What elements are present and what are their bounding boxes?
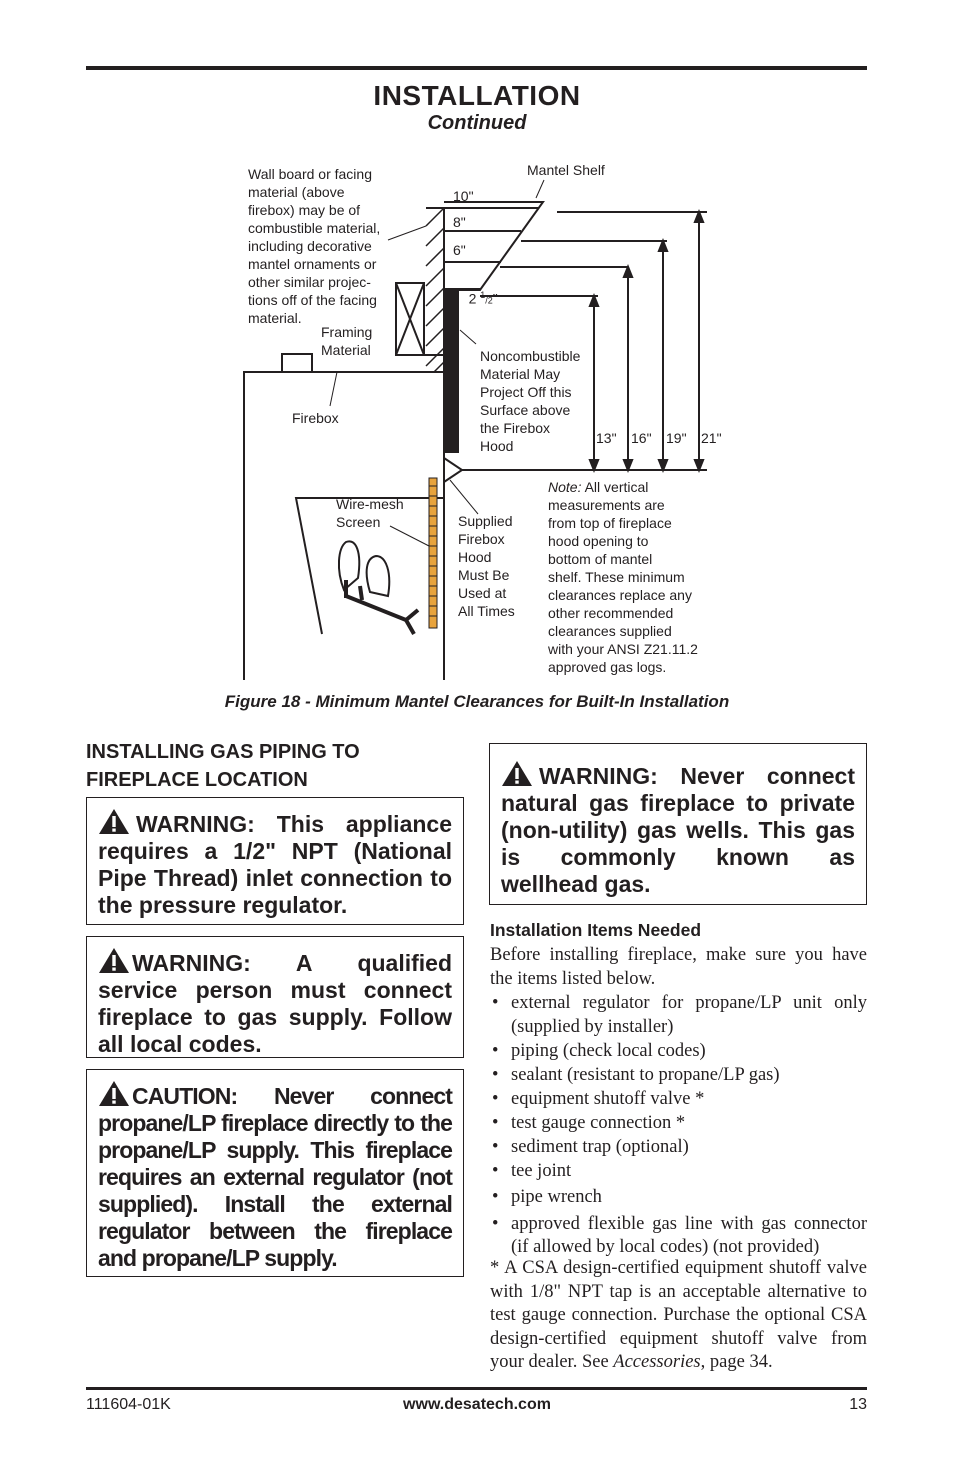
top-rule (86, 66, 867, 70)
height-19-label: 19" (666, 430, 687, 446)
items-needed-intro: Before installing fireplace, make sure you have the items listed below. (490, 945, 867, 989)
height-21-label: 21" (701, 430, 722, 446)
noncombustible-label: Noncombustible Material May Project Off this Surface above the Firebox Hood (480, 348, 581, 454)
items-needed-heading: Installation Items Needed (490, 920, 702, 940)
list-item: • approved flexible gas line with gas connector (if allowed by local codes) (not provided) (490, 1213, 867, 1260)
list-item: • pipe wrench (490, 1186, 867, 1210)
document-number: 111604-01K (86, 1396, 171, 1413)
items-needed-list (490, 992, 867, 1260)
list-item: • equipment shutoff valve * (490, 1088, 867, 1112)
warning-triangle-icon (98, 947, 130, 974)
mantel-shelf-label: Mantel Shelf (527, 162, 605, 178)
depth-10-label: 10" (453, 188, 474, 204)
depth-2-half-label: 2 $^1$/2" (468, 290, 498, 307)
firebox-hood (444, 458, 462, 482)
warning-triangle-icon (98, 808, 130, 835)
page-subtitle: Continued (427, 112, 527, 134)
wallboard-label: Wall board or facing material (above firebox) may be of combustible material, including decorative mantel ornaments or other similar projec- tions off of the facing material. (248, 166, 381, 326)
list-item: • external regulator for propane/LP unit only (supplied by installer) (490, 992, 867, 1039)
log-grate (346, 580, 418, 634)
propane-caution: CAUTION: Never connect propane/LP fireplace directly to the propane/LP supply. This fireplace requires an external regulator (not supplied). Install the external regulator between the fireplace and propane/LP supply. (86, 1069, 464, 1277)
website-link[interactable]: www.desatech.com (403, 1396, 551, 1413)
figure-caption: Figure 18 - Minimum Mantel Clearances for Built-In Installation (224, 692, 730, 711)
list-item: • sealant (resistant to propane/LP gas) (490, 1064, 867, 1088)
shutoff-valve-footnote: * A CSA design-certified equipment shutoff valve with 1/8" NPT tap is an acceptable alternative to test gauge connection. Purchase the optional CSA design-certified equipment shutoff valve from your dealer. See Accessories, page 34. (490, 1258, 867, 1372)
supplied-hood-label: Supplied Firebox Hood Must Be Used at All Times (458, 513, 515, 619)
warning-triangle-icon (501, 760, 533, 787)
framing-label: Framing Material (321, 324, 373, 358)
page-number: 13 (849, 1396, 867, 1413)
list-item: • sediment trap (optional) (490, 1136, 867, 1160)
depth-8-label: 8" (453, 214, 466, 230)
note-label: Note: All vertical measurements are from top of fireplace hood opening to bottom of mantel shelf. These minimum clearances replace any other recommended clearances supplied with your ANSI Z21.11.2 approved gas logs. (548, 479, 698, 675)
framing-top-left (282, 354, 312, 372)
page-title: INSTALLATION (373, 80, 581, 111)
wire-mesh-label: Wire-mesh Screen (336, 496, 404, 530)
depth-6-label: 6" (453, 242, 466, 258)
mantel-clearance-figure (0, 150, 954, 690)
firebox-label: Firebox (292, 410, 339, 426)
height-16-label: 16" (631, 430, 652, 446)
bottom-rule (86, 1387, 867, 1390)
wellhead-gas-warning: WARNING: Never connect natural gas fireplace to private (non-utility) gas wells. This gas is commonly known as wellhead gas. (489, 743, 867, 905)
facing-hatch (426, 208, 444, 372)
list-item: • piping (check local codes) (490, 1040, 867, 1064)
caution-triangle-icon (98, 1080, 130, 1107)
list-item: • tee joint (490, 1160, 867, 1184)
list-item: • test gauge connection * (490, 1112, 867, 1136)
height-13-label: 13" (596, 430, 617, 446)
section-heading: INSTALLING GAS PIPING TO FIREPLACE LOCATION (86, 741, 360, 791)
qualified-service-warning: WARNING: A qualified service person must connect fireplace to gas supply. Follow all local codes. (86, 936, 464, 1058)
npt-inlet-warning: WARNING: This appliance requires a 1/2" NPT (National Pipe Thread) inlet connection to the pressure regulator. (86, 797, 464, 925)
